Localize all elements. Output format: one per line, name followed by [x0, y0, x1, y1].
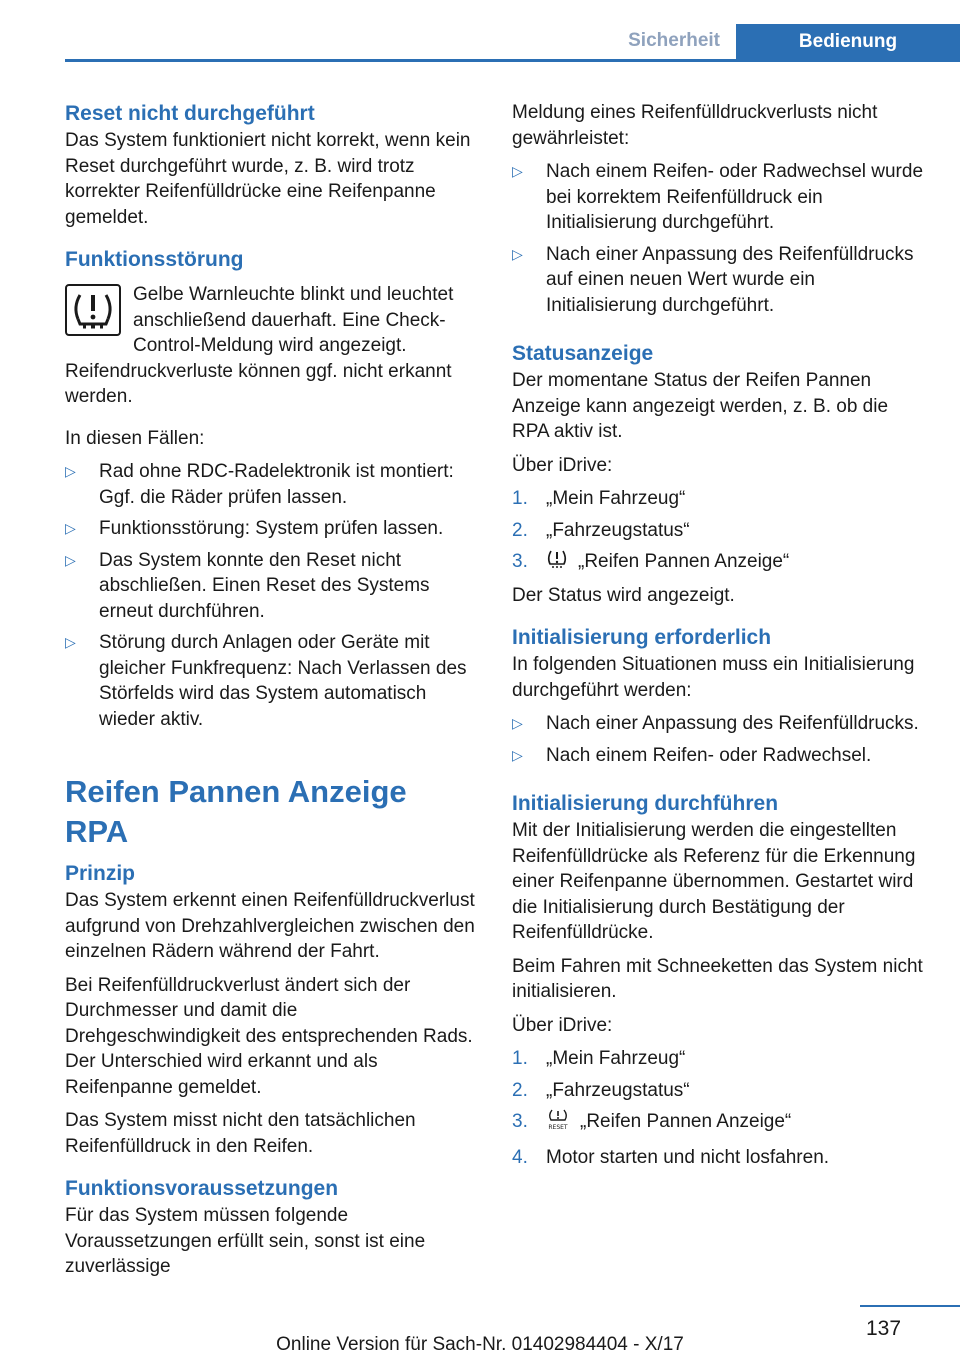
status-result: Der Status wird angezeigt.	[512, 584, 735, 606]
list-item: ▷ Nach einer Anpassung des Reifenfülldrucks.	[512, 711, 927, 737]
bullet-triangle-icon: ▷	[512, 715, 523, 731]
stoerung-heading: Funktionsstörung	[65, 248, 244, 271]
init-do-p2: Beim Fahren mit Schneeketten das System nicht initialisieren.	[512, 955, 923, 1002]
bullet-triangle-icon: ▷	[65, 520, 76, 536]
bullet-triangle-icon: ▷	[512, 245, 523, 262]
step-item: 2. „Fahrzeugstatus“	[512, 1079, 690, 1101]
left-column	[65, 100, 477, 1280]
prinzip-p2: Bei Reifenfülldruckverlust ändert sich der Durchmesser und damit die Drehgeschwindigkeit des entsprechenden Rads. Der Unterschied wird erkannt und als Reifenpanne gemeldet.	[65, 974, 473, 1098]
prinzip-heading: Prinzip	[65, 862, 136, 885]
page-number: 137	[860, 1305, 960, 1345]
list-item: ▷ Störung durch Anlagen oder Geräte mit gleicher Funkfrequenz: Nach Verlassen des Störfelds wird das System automatisch wieder aktiv.	[65, 630, 477, 732]
init-do-p1: Mit der Initialisierung werden die eingestellten Reifenfülldrücke als Referenz für die Erkennung einer Reifenpanne übernommen. Gestartet wird die Initialisierung durch Bestätigung der Reifenfülldrücke.	[512, 820, 916, 943]
init-req-text: In folgenden Situationen muss ein Initialisierung durchgeführt werden:	[512, 654, 915, 701]
tire-warning-small-icon	[546, 549, 568, 577]
cont-text: Meldung eines Reifenfülldruckverlusts nicht gewährleistet:	[512, 102, 878, 149]
init-do-heading: Initialisierung durchführen	[512, 792, 779, 815]
list-item: ▷ Funktionsstörung: System prüfen lassen.	[65, 516, 477, 542]
step-item: 3. RESET „Reifen Pannen Anzeige“	[512, 1109, 927, 1139]
faelle-intro: In diesen Fällen:	[65, 427, 205, 449]
bullet-triangle-icon: ▷	[65, 634, 76, 650]
bullet-triangle-icon: ▷	[512, 163, 523, 179]
idrive2-intro: Über iDrive:	[512, 1014, 613, 1036]
init-req-heading: Initialisierung erforderlich	[512, 626, 772, 649]
chapter-header	[65, 24, 960, 62]
footer-online-version: Online Version für Sach-Nr. 01402984404 - X/17	[276, 1334, 684, 1355]
list-item: ▷ Nach einem Reifen- oder Radwechsel.	[512, 743, 927, 769]
list-item: ▷ Rad ohne RDC-Radelektronik ist montiert: Ggf. die Räder prüfen lassen.	[65, 459, 477, 510]
step-item: 2. „Fahrzeugstatus“	[512, 519, 690, 541]
tab-bedienung[interactable]: Bedienung	[736, 24, 960, 60]
rpa-heading: Reifen Pannen Anzeige RPA	[65, 774, 407, 849]
bullet-triangle-icon: ▷	[512, 746, 523, 763]
bullet-triangle-icon: ▷	[65, 463, 76, 479]
step-item: 3. „Reifen Pannen Anzeige“	[512, 549, 927, 577]
status-heading: Statusanzeige	[512, 342, 654, 365]
tire-reset-icon	[546, 1109, 570, 1139]
reset-text: Das System funktioniert nicht korrekt, wenn kein Reset durchgeführt wurde, z. B. wird trotz korrekter Reifenfülldrücke eine Reifenpanne gemeldet.	[65, 130, 471, 228]
tire-warning-icon	[65, 284, 121, 336]
bullet-triangle-icon: ▷	[65, 551, 76, 568]
svg-text:RESET: RESET	[548, 1124, 568, 1131]
prinzip-p1: Das System erkennt einen Reifenfülldruckverlust aufgrund von Drehzahlvergleichen zwischen den einzelnen Rädern während der Fahrt.	[65, 890, 475, 962]
list-item: ▷ Nach einem Reifen- oder Radwechsel wurde bei korrektem Reifenfülldruck ein Initialisierung durchgeführt.	[512, 159, 927, 236]
idrive1-intro: Über iDrive:	[512, 454, 613, 476]
step-item: 1. „Mein Fahrzeug“	[512, 1048, 686, 1069]
tab-sicherheit[interactable]: Sicherheit	[628, 30, 720, 51]
step-item: 1. „Mein Fahrzeug“	[512, 488, 686, 509]
reset-heading: Reset nicht durchgeführt	[65, 102, 315, 125]
step-item: 4. Motor starten und nicht losfahren.	[512, 1146, 830, 1168]
status-text: Der momentane Status der Reifen Pannen Anzeige kann angezeigt werden, z. B. ob die RPA aktiv ist.	[512, 370, 889, 442]
right-column	[512, 100, 927, 1176]
voraus-heading: Funktionsvoraussetzungen	[65, 1177, 339, 1200]
voraus-text: Für das System müssen folgende Voraussetzungen erfüllt sein, sonst ist eine zuverlässige	[65, 1205, 426, 1277]
stoerung-text: Gelbe Warnleuchte blinkt und leuchtet anschließend dauerhaft. Eine Check-Control-Meldung wird angezeigt. Reifendruckverluste können ggf. nicht erkannt werden.	[65, 284, 454, 407]
list-item: ▷ Das System konnte den Reset nicht abschließen. Einen Reset des Systems erneut durchführen.	[65, 548, 477, 625]
prinzip-p3: Das System misst nicht den tatsächlichen Reifenfülldruck in den Reifen.	[65, 1110, 416, 1157]
list-item: ▷ Nach einer Anpassung des Reifenfülldrucks auf einen neuen Wert wurde ein Initialisierung durchgeführt.	[512, 242, 927, 319]
